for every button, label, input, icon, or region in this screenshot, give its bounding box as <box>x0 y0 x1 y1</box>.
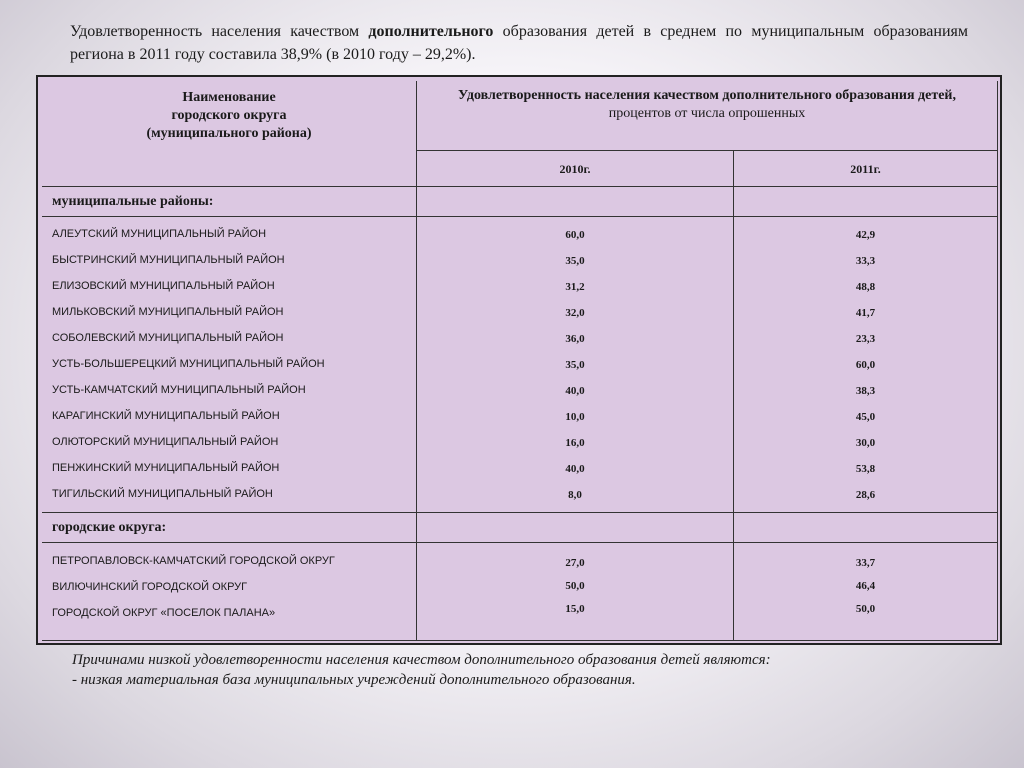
header-name-line-1: Наименование <box>182 90 276 105</box>
intro-text-1: Удовлетворенность населения качеством <box>70 23 369 40</box>
district-value-2011: 30,0 <box>855 437 876 449</box>
header-name-cell <box>42 81 417 187</box>
city-2010-cell <box>417 543 734 641</box>
district-name: УСТЬ-КАМЧАТСКИЙ МУНИЦИПАЛЬНЫЙ РАЙОН <box>52 384 306 396</box>
district-value-2011: 28,6 <box>855 489 876 501</box>
district-name: УСТЬ-БОЛЬШЕРЕЦКИЙ МУНИЦИПАЛЬНЫЙ РАЙОН <box>52 358 325 370</box>
intro-text-bold: дополнительного <box>368 23 494 40</box>
district-value-2010: 10,0 <box>565 411 585 423</box>
section2-blank-2010 <box>417 513 734 543</box>
header-2010: 2010г. <box>417 151 734 187</box>
satisfaction-table <box>36 75 1002 645</box>
district-name: ОЛЮТОРСКИЙ МУНИЦИПАЛЬНЫЙ РАЙОН <box>52 436 279 448</box>
district-value-2011: 60,0 <box>855 359 876 371</box>
city-value-2011: 33,7 <box>855 557 876 569</box>
district-value-2010: 32,0 <box>565 307 585 319</box>
city-names-cell <box>42 543 417 641</box>
section-municipal-districts: муниципальные районы: <box>42 187 417 217</box>
header-satisfaction-title: Удовлетворенность населения качеством дополнительного образования детей, <box>458 88 956 103</box>
district-value-2011: 23,3 <box>855 333 876 345</box>
district-value-2010: 40,0 <box>565 385 585 397</box>
district-value-2011: 42,9 <box>855 229 876 241</box>
district-name: МИЛЬКОВСКИЙ МУНИЦИПАЛЬНЫЙ РАЙОН <box>52 306 284 318</box>
district-name: ПЕНЖИНСКИЙ МУНИЦИПАЛЬНЫЙ РАЙОН <box>52 462 280 474</box>
district-names-cell <box>42 217 417 513</box>
district-value-2010: 8,0 <box>568 489 582 501</box>
footer-note <box>72 650 972 690</box>
intro-text-2: образования детей в среднем по муниципальным образованиям региона в 2011 году составила 38,9% (в 2010 году – 29,2%). <box>70 23 968 63</box>
city-value-2010: 50,0 <box>565 580 585 592</box>
district-name: СОБОЛЕВСКИЙ МУНИЦИПАЛЬНЫЙ РАЙОН <box>52 332 284 344</box>
header-name-line-3: (муниципального района) <box>146 126 312 141</box>
district-2010-cell <box>417 217 734 513</box>
district-name: КАРАГИНСКИЙ МУНИЦИПАЛЬНЫЙ РАЙОН <box>52 410 280 422</box>
city-value-2010: 27,0 <box>565 557 585 569</box>
city-name: ПЕТРОПАВЛОВСК-КАМЧАТСКИЙ ГОРОДСКОЙ ОКРУГ <box>52 555 335 567</box>
section-blank-2010 <box>417 187 734 217</box>
city-value-2011: 46,4 <box>855 580 876 592</box>
district-name: ЕЛИЗОВСКИЙ МУНИЦИПАЛЬНЫЙ РАЙОН <box>52 280 275 292</box>
district-value-2010: 35,0 <box>565 255 585 267</box>
city-name: ГОРОДСКОЙ ОКРУГ «ПОСЕЛОК ПАЛАНА» <box>52 607 276 619</box>
district-value-2011: 53,8 <box>855 463 876 475</box>
city-name: ВИЛЮЧИНСКИЙ ГОРОДСКОЙ ОКРУГ <box>52 581 248 593</box>
city-2011-cell <box>734 543 998 641</box>
footer-line-1: Причинами низкой удовлетворенности населения качеством дополнительного образования детей являются: <box>72 652 771 668</box>
district-value-2011: 45,0 <box>855 411 876 423</box>
district-name: АЛЕУТСКИЙ МУНИЦИПАЛЬНЫЙ РАЙОН <box>52 228 267 240</box>
district-name: БЫСТРИНСКИЙ МУНИЦИПАЛЬНЫЙ РАЙОН <box>52 254 285 266</box>
footer-line-2: - низкая материальная база муниципальных учреждений дополнительного образования. <box>72 672 636 688</box>
header-satisfaction-subtitle: процентов от числа опрошенных <box>608 106 806 121</box>
district-value-2010: 40,0 <box>565 463 585 475</box>
district-value-2011: 48,8 <box>855 281 876 293</box>
section2-blank-2011 <box>734 513 998 543</box>
header-satisfaction-cell <box>417 81 998 151</box>
district-value-2010: 60,0 <box>565 229 585 241</box>
district-value-2010: 16,0 <box>565 437 585 449</box>
district-value-2010: 31,2 <box>565 281 585 293</box>
city-value-2010: 15,0 <box>565 603 585 615</box>
district-2011-cell <box>734 217 998 513</box>
header-2011: 2011г. <box>734 151 998 187</box>
district-value-2011: 38,3 <box>855 385 876 397</box>
district-value-2011: 41,7 <box>855 307 876 319</box>
district-value-2010: 35,0 <box>565 359 585 371</box>
intro-paragraph <box>70 20 968 66</box>
district-value-2010: 36,0 <box>565 333 585 345</box>
district-name: ТИГИЛЬСКИЙ МУНИЦИПАЛЬНЫЙ РАЙОН <box>52 488 273 500</box>
district-value-2011: 33,3 <box>855 255 876 267</box>
header-name-line-2: городского округа <box>171 108 287 123</box>
section-city-districts: городские округа: <box>42 513 417 543</box>
city-value-2011: 50,0 <box>855 603 876 615</box>
section-blank-2011 <box>734 187 998 217</box>
